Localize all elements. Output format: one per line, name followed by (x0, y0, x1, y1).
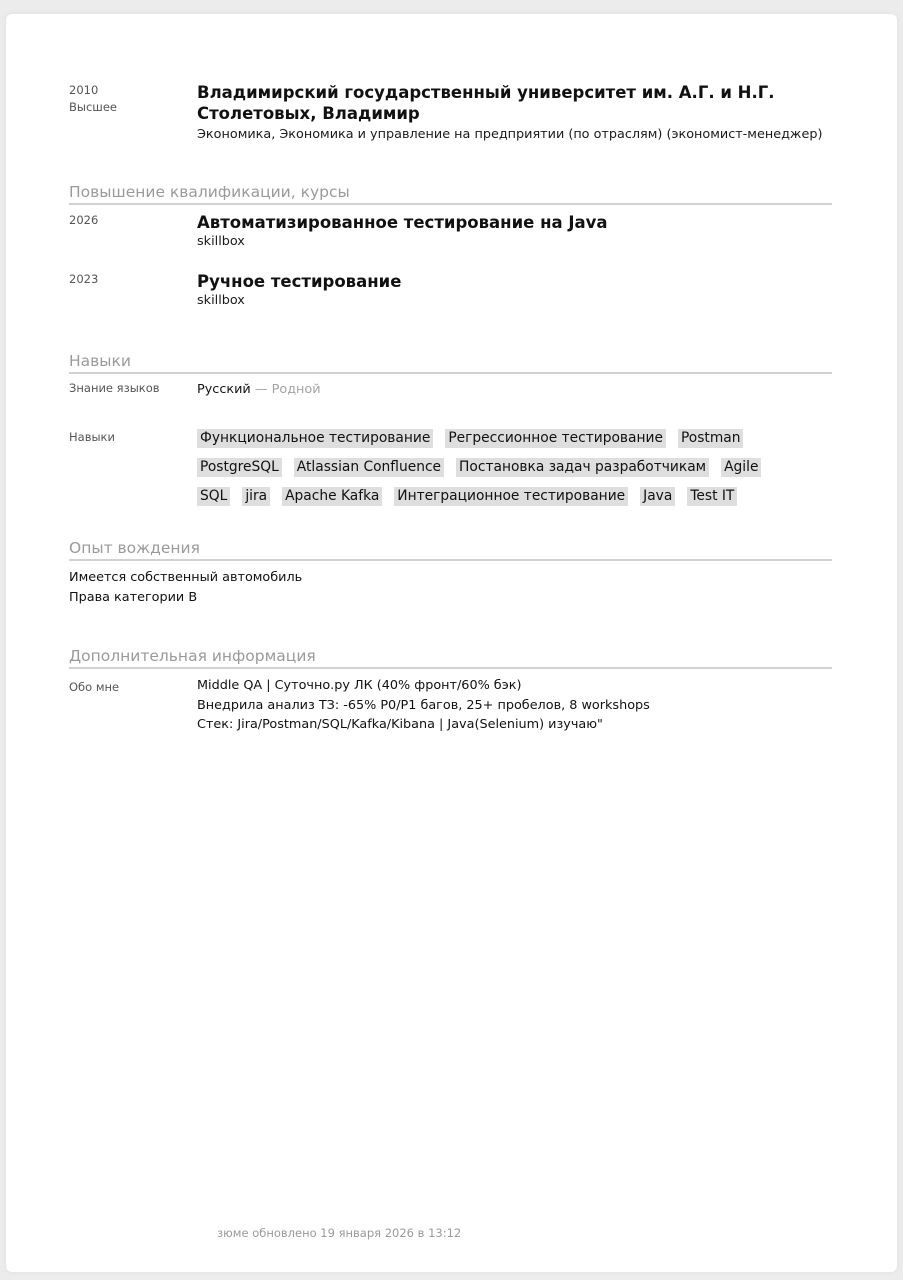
about-line: Внедрила анализ ТЗ: -65% P0/P1 багов, 25+ пробелов, 8 workshops (197, 697, 650, 713)
skill-tag: Java (640, 487, 675, 506)
section-driving-heading: Опыт вождения (69, 538, 832, 561)
skill-tag: Agile (721, 458, 761, 477)
skill-tag: Постановка задач разработчикам (456, 458, 709, 477)
language-name: Русский (197, 382, 251, 397)
education-side (69, 82, 117, 116)
course-title: Ручное тестирование (197, 272, 402, 291)
skill-tag: Apache Kafka (282, 487, 382, 506)
education-main (197, 82, 837, 144)
resume-page (6, 14, 897, 1272)
driving-license: Права категории B (69, 590, 198, 605)
about-text (197, 676, 650, 735)
skill-tag: Функциональное тестирование (197, 429, 433, 448)
course-item (197, 212, 837, 251)
about-line: Стек: Jira/Postman/SQL/Kafka/Kibana | Java(Selenium) изучаю" (197, 717, 603, 732)
section-additional-heading: Дополнительная информация (69, 646, 832, 669)
about-line: Middle QA | Суточно.ру ЛК (40% фронт/60% бэк) (197, 678, 522, 693)
course-year: 2023 (69, 272, 99, 286)
skills-label: Навыки (69, 430, 115, 444)
skill-tag: Postman (678, 429, 744, 448)
course-item (197, 271, 837, 310)
education-level: Высшее (69, 100, 117, 114)
skill-tag: Test IT (687, 487, 737, 506)
about-label: Обо мне (69, 680, 120, 694)
skill-tag: Atlassian Confluence (294, 458, 444, 477)
skill-tag: Регрессионное тестирование (445, 429, 666, 448)
education-year: 2010 (69, 83, 99, 97)
language-entry (197, 382, 321, 397)
languages-label: Знание языков (69, 381, 160, 395)
course-title: Автоматизированное тестирование на Java (197, 213, 608, 232)
education-specialty: Экономика, Экономика и управление на предприятии (по отраслям) (экономист-менеджер) (197, 127, 823, 142)
education-institution: Владимирский государственный университет им. А.Г. и Н.Г. Столетовых, Владимир (197, 83, 775, 123)
course-provider: skillbox (197, 234, 245, 249)
updated-footer: зюме обновлено 19 января 2026 в 13:12 (217, 1226, 462, 1240)
skill-tag: jira (242, 487, 270, 506)
skills-tags (197, 427, 837, 514)
section-skills-heading: Навыки (69, 351, 832, 374)
course-year: 2026 (69, 213, 99, 227)
skill-tag: PostgreSQL (197, 458, 282, 477)
skill-tag: Интеграционное тестирование (394, 487, 628, 506)
skill-tag: SQL (197, 487, 230, 506)
driving-lines (69, 568, 302, 608)
language-level: — Родной (250, 382, 321, 397)
driving-car: Имеется собственный автомобиль (69, 570, 303, 585)
course-provider: skillbox (197, 293, 245, 308)
section-courses-heading: Повышение квалификации, курсы (69, 182, 832, 205)
